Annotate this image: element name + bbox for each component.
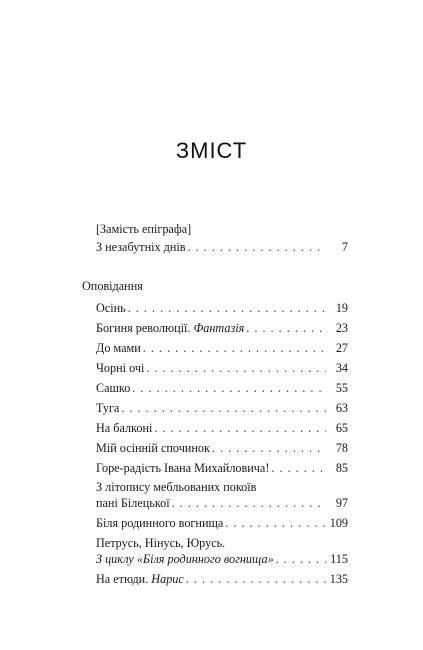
toc-entry-page: 27 [335, 341, 348, 355]
toc-entry-label: На балконі [96, 421, 153, 435]
toc-entry-label: Мій осінній спочинок [96, 441, 210, 455]
toc-entry-page: 65 [335, 421, 348, 435]
dot-leader [146, 360, 326, 376]
toc-entry-label: Туга [96, 401, 120, 415]
toc-entry-page: 55 [335, 381, 348, 395]
dot-leader [212, 440, 326, 456]
toc-entry[interactable] [96, 300, 348, 316]
toc-entry-label-line1: Петрусь, Нінусь, Юрусь. [96, 536, 226, 550]
toc-entry-subtitle: Нарис [151, 572, 184, 586]
toc-entry-label: Чорні очі [96, 361, 145, 375]
toc-entry-page: 63 [335, 401, 348, 415]
toc-entry-page: 109 [329, 516, 348, 530]
dot-leader [132, 380, 326, 396]
toc-entry-label: Богиня революції. Фантазія [96, 321, 245, 335]
toc-entry[interactable] [96, 440, 348, 456]
toc-entry-label-line2: пані Білецької [96, 496, 170, 510]
epigraph-label: [Замість епіграфа] [96, 222, 192, 236]
dot-leader [271, 460, 326, 476]
toc-entry[interactable] [96, 320, 348, 336]
toc-entry[interactable] [96, 239, 348, 255]
toc-entry[interactable] [96, 400, 348, 416]
toc-entry[interactable] [96, 340, 348, 356]
toc-entry-label-line1: З літопису мебльованих покоїв [96, 480, 257, 494]
toc-entry-page: 115 [330, 552, 348, 566]
toc-entry-page: 34 [335, 361, 348, 375]
toc-entry-label-line2: З циклу «Біля родинного вогнища» [96, 552, 274, 566]
toc-entry[interactable] [96, 420, 348, 436]
dot-leader [225, 515, 326, 531]
toc-entry[interactable] [96, 495, 348, 511]
dot-leader [154, 420, 326, 436]
toc-entry-page: 135 [329, 572, 348, 586]
page-title: ЗМІСТ [175, 138, 248, 163]
toc-entry-label: Біля родинного вогнища [96, 516, 224, 530]
toc-entry-page: 85 [335, 461, 348, 475]
toc-entry[interactable] [96, 515, 348, 531]
dot-leader [121, 400, 326, 416]
toc-entry[interactable] [96, 380, 348, 396]
toc-entry-label: Сашко [96, 381, 131, 395]
toc-entry-page: 19 [335, 301, 348, 315]
dot-leader [172, 495, 326, 511]
toc-entry-page: 78 [335, 441, 348, 455]
dot-leader [143, 340, 326, 356]
dot-leader [128, 300, 326, 316]
toc-entry[interactable] [96, 460, 348, 476]
toc-entry-page: 23 [335, 321, 348, 335]
toc-entry-subtitle: Фантазія [193, 321, 245, 335]
dot-leader [276, 551, 326, 567]
dot-leader [188, 239, 326, 255]
toc-entry-page: 97 [335, 496, 348, 510]
toc-entry-page: 7 [341, 240, 348, 254]
toc-entry-label: Горе-радість Івана Михайловича! [96, 461, 270, 475]
dot-leader [186, 571, 326, 587]
toc-entry-label: Осінь [96, 301, 126, 315]
toc-entry[interactable] [96, 360, 348, 376]
dot-leader [246, 320, 326, 336]
toc-entry-label: До мами [96, 341, 141, 355]
toc-entry-label: З незабутніх днів [96, 240, 186, 254]
toc-entry[interactable] [96, 551, 348, 567]
toc-entry[interactable] [96, 571, 348, 587]
section-heading: Оповідання [82, 279, 143, 293]
toc-entry-label: На етюди. Нарис [96, 572, 184, 586]
